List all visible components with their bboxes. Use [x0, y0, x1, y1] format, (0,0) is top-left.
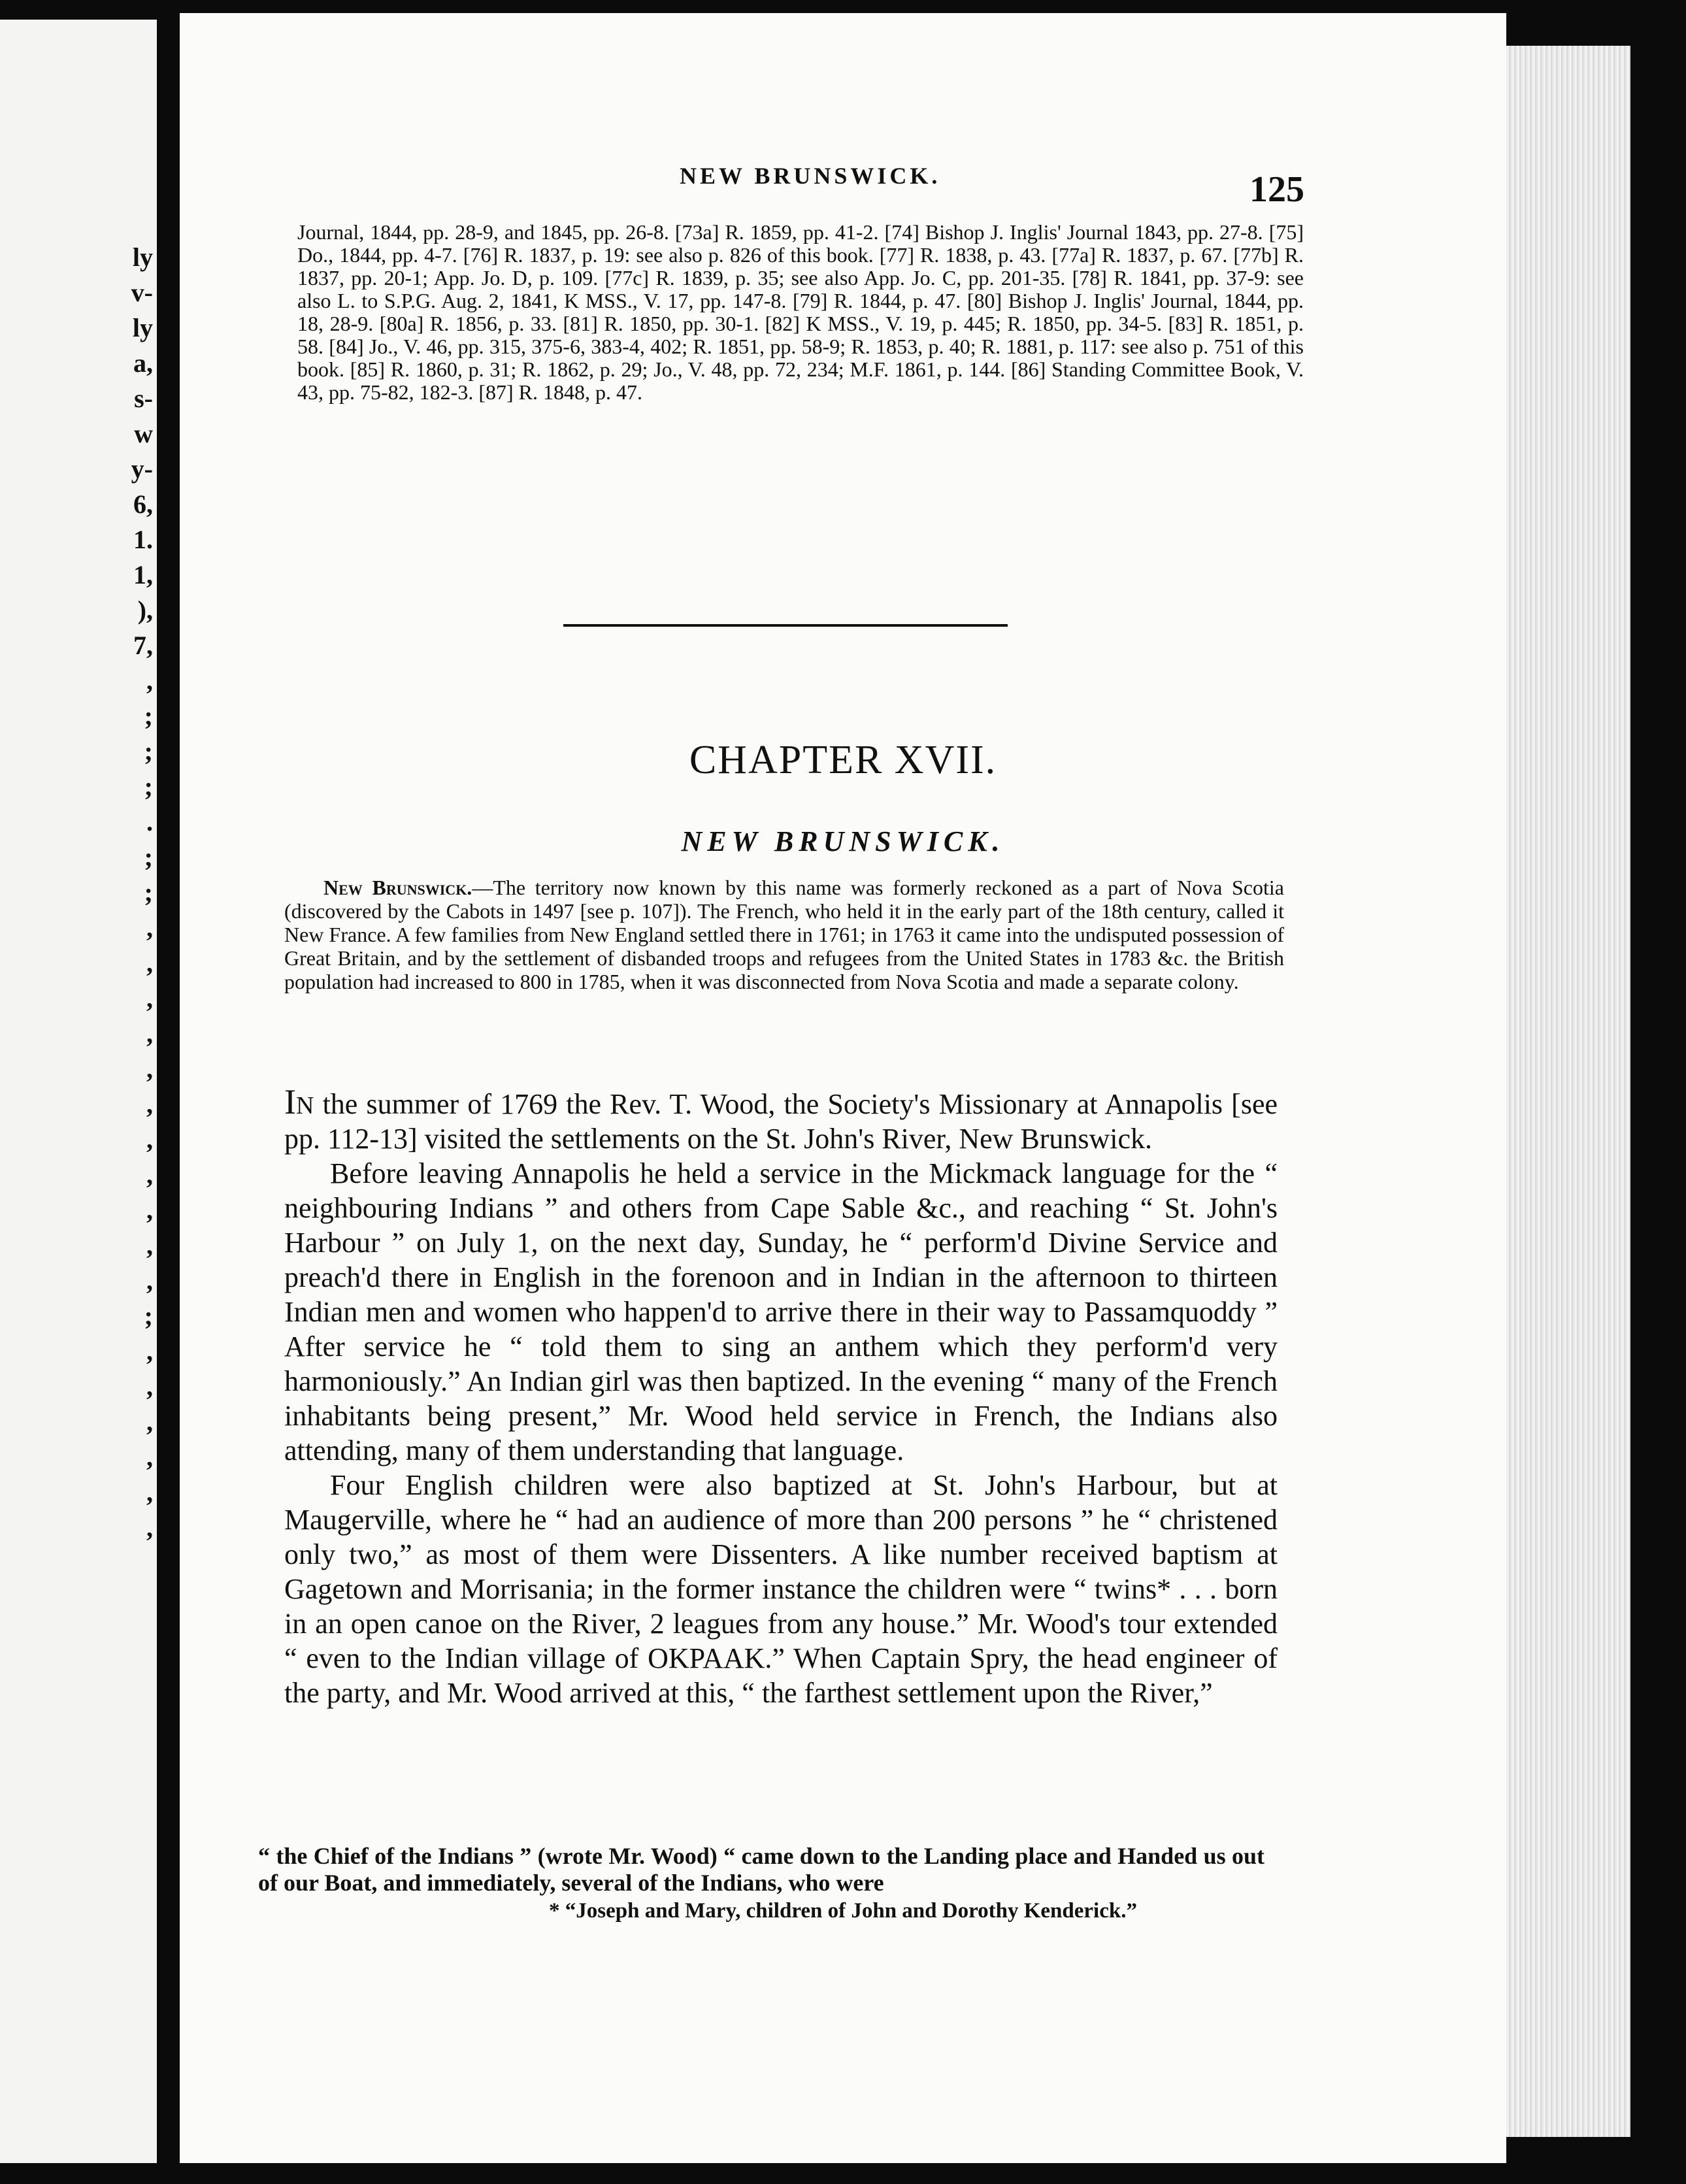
prev-page-fragment: ,	[146, 1231, 153, 1260]
prev-page-fragment: 6,	[133, 489, 153, 519]
prev-page-fragment: .	[146, 807, 153, 836]
prev-page-fragment: y-	[131, 454, 153, 484]
prev-page-fragment: ,	[146, 1089, 153, 1119]
prev-page-fragment: ,	[146, 1160, 153, 1189]
chapter-subtitle: NEW BRUNSWICK.	[681, 825, 1005, 857]
page-number: 125	[1249, 169, 1304, 210]
section-divider-rule	[563, 624, 1008, 627]
prev-page-fragment: ,	[146, 1372, 153, 1401]
reference-notes: Journal, 1844, pp. 28-9, and 1845, pp. 26-8. [73a] R. 1859, pp. 41-2. [74] Bishop J. Inglis' Journal 1843, pp. 27-8. [75] Do., 1844, pp. 4-7. [76] R. 1837, p. 19: see also p. 826 of this book. [77] R. 1838, p. 43. [77a] R. 1837, p. 67. [77b] R. 1837, pp. 20-1; App. Jo. D, p. 109. [77c] R. 1839, p. 35; see also App. Jo. C, pp. 201-35. [78] R. 1841, pp. 37-9: see also L. to S.P.G. Aug. 2, 1841, K MSS., V. 17, pp. 147-8. [79] R. 1844, p. 47. [80] Bishop J. Inglis' Journal, 1844, pp. 18, 28-9. [80a] R. 1856, p. 33. [81] R. 1850, pp. 30-1. [82] K MSS., V. 19, p. 445; R. 1850, pp. 34-5. [83] R. 1851, p. 58. [84] Jo., V. 46, pp. 315, 375-6, 383-4, 402; R. 1851, pp. 58-9; R. 1853, p. 40; R. 1881, p. 117: see also p. 751 of this book. [85] R. 1860, p. 31; R. 1862, p. 29; Jo., V. 48, pp. 72, 234; M.F. 1861, p. 144. [86] Standing Committee Book, V. 43, pp. 75-82, 182-3. [87] R. 1848, p. 47.	[297, 220, 1304, 404]
paragraph-3: Four English children were also baptized at St. John's Harbour, but at Maugerville, where he “ had an audience of more than 200 persons ” he “ christened only two,” as most of them were Dissenters. A like number received baptism at Gagetown and Morrisania; in the former instance the children were “ twins* . . . born in an open canoe on the River, 2 leagues from any house.” Mr. Wood's tour extended “ even to the Indian village of OKPAAK.” When Captain Spry, the head engineer of the party, and Mr. Wood arrived at this, “ the farthest settlement upon the River,”	[284, 1469, 1278, 1709]
prev-page-fragment: ,	[146, 1336, 153, 1366]
prev-page-fragment: ,	[146, 1019, 153, 1048]
paragraph-1-lead: In	[284, 1082, 314, 1121]
prev-page-fragment: ly	[132, 313, 153, 342]
prev-page-fragment: ,	[146, 666, 153, 695]
main-text	[284, 1082, 1278, 1710]
prev-page-fragment: s-	[134, 384, 153, 413]
prev-page-fragment: ;	[144, 701, 153, 731]
block-quote: “ the Chief of the Indians ” (wrote Mr. Wood) “ came down to the Landing place and Handed us out of our Boat, and immediately, several of the Indians, who were	[258, 1843, 1264, 1896]
chapter-title: CHAPTER XVII.	[689, 738, 997, 782]
prev-page-fragment: ;	[144, 772, 153, 801]
prev-page-fragment: ;	[144, 736, 153, 766]
prev-page-fragment: 1,	[133, 560, 153, 589]
prev-page-fragment: 1.	[133, 525, 153, 554]
prev-page-fragment: ,	[146, 984, 153, 1013]
prev-page-fragment: ),	[137, 595, 153, 625]
prev-page-fragment: w	[134, 419, 153, 448]
prev-page-fragment: ,	[146, 1195, 153, 1225]
paragraph-1	[284, 1082, 1278, 1156]
prev-page-fragment: ;	[144, 1301, 153, 1331]
prev-page-fragment: v-	[131, 278, 153, 307]
prev-page-fragment: ,	[146, 1407, 153, 1436]
prev-page-fragment: ,	[146, 1054, 153, 1084]
intro-lead: New Brunswick.	[323, 876, 472, 899]
paragraph-2: Before leaving Annapolis he held a service in the Mickmack language for the “ neighbouring Indians ” and others from Cape Sable &c., and reaching “ St. John's Harbour ” on July 1, on the next day, Sunday, he “ perform'd Divine Service and preach'd there in English in the forenoon and in Indian in the afternoon to thirteen Indian men and women who happen'd to arrive there in their way to Passamquoddy ” After service he “ told them to sing an anthem which they perform'd very harmoniously.” An Indian girl was then baptized. In the evening “ many of the French inhabitants being present,” Mr. Wood held service in French, the Indians also attending, many of them understanding that language.	[284, 1157, 1278, 1466]
intro-text: —The territory now known by this name was formerly reckoned as a part of Nova Scotia (discovered by the Cabots in 1497 [see p. 107]). The French, who held it in the early part of the 18th century, called it New France. A few families from New England settled there in 1761; in 1763 it came into the undisputed possession of Great Britain, and by the settlement of disbanded troops and refugees from the United States in 1783 &c. the British population had increased to 800 in 1785, when it was disconnected from Nova Scotia and made a separate colony.	[284, 876, 1284, 993]
prev-page-fragment: 7,	[133, 631, 153, 660]
prev-page-fragment: ,	[146, 1442, 153, 1472]
paragraph-1-text: the summer of 1769 the Rev. T. Wood, the Society's Missionary at Annapolis [see pp. 112-13] visited the settlements on the St. John's River, New Brunswick.	[284, 1088, 1278, 1155]
prev-page-fragment: ly	[132, 242, 153, 272]
chapter-intro	[284, 876, 1284, 993]
prev-page-fragment: ;	[144, 878, 153, 907]
previous-page-edge	[0, 20, 157, 2163]
prev-page-fragment: ,	[146, 913, 153, 942]
prev-page-fragment: ,	[146, 1513, 153, 1542]
running-header: NEW BRUNSWICK.	[680, 163, 941, 189]
footnote: * “Joseph and Mary, children of John and Dorothy Kenderick.”	[549, 1899, 1137, 1923]
prev-page-fragment: ,	[146, 1266, 153, 1295]
prev-page-fragment: ,	[146, 1478, 153, 1507]
prev-page-fragment: ;	[144, 842, 153, 872]
prev-page-fragment: a,	[133, 348, 153, 378]
page-block-edge	[1506, 46, 1630, 2137]
prev-page-fragment: ,	[146, 1125, 153, 1154]
prev-page-fragment: ,	[146, 948, 153, 978]
